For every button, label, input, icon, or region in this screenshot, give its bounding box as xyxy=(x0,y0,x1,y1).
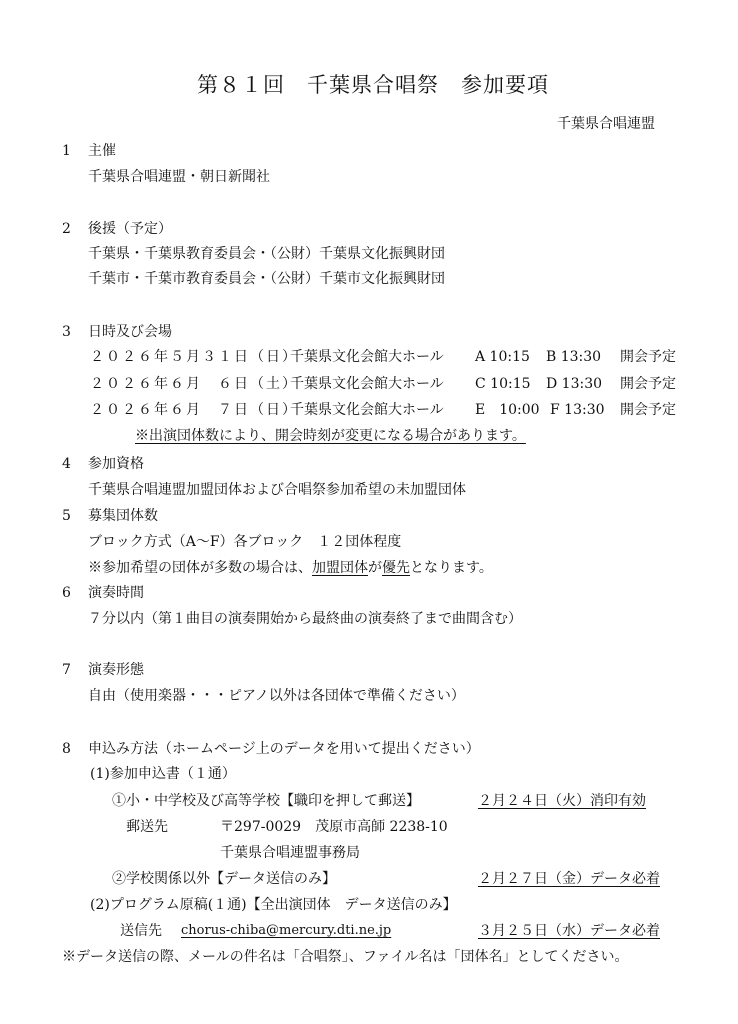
schedule-note: 開会予定 xyxy=(620,349,676,365)
section-2-line: 千葉県・千葉県教育委員会・（公財）千葉県文化振興財団 xyxy=(88,246,445,262)
section-2-heading: 後援（予定） xyxy=(88,221,172,237)
section-8-number: 8 xyxy=(62,741,71,757)
section-7-number: 7 xyxy=(62,662,71,678)
footer-note: ※データ送信の際、メールの件名は「合唱祭」、ファイル名は「団体名」としてください。 xyxy=(62,949,629,965)
section-3-number: 3 xyxy=(62,324,71,340)
section-5-line-2 xyxy=(88,561,493,575)
mail-label: 郵送先 xyxy=(126,819,168,835)
section-8-heading: 申込み方法（ホームページ上のデータを用いて提出ください） xyxy=(88,741,480,757)
email-address-link[interactable]: chorus-chiba@mercury.dti.ne.jp xyxy=(181,923,392,938)
application-form-subheading: (1)参加申込書（１通） xyxy=(90,766,236,782)
section-4-number: 4 xyxy=(62,456,71,472)
priority-note-mid: が xyxy=(368,560,382,576)
section-1-body: 千葉県合唱連盟・朝日新聞社 xyxy=(88,169,270,185)
section-7-heading: 演奏形態 xyxy=(88,662,144,678)
mail-office: 千葉県合唱連盟事務局 xyxy=(220,845,360,861)
section-4-body: 千葉県合唱連盟加盟団体および合唱祭参加希望の未加盟団体 xyxy=(88,482,466,498)
section-2-line: 千葉市・千葉市教育委員会・（公財）千葉市文化振興財団 xyxy=(88,271,445,287)
section-6-body: ７分以内（第１曲目の演奏開始から最終曲の演奏終了まで曲間含む） xyxy=(88,611,522,627)
section-4-heading: 参加資格 xyxy=(88,456,144,472)
schedule-time-2: B 13:30 xyxy=(546,349,602,365)
section-2-number: 2 xyxy=(62,221,71,237)
schedule-note: 開会予定 xyxy=(620,402,676,418)
schedule-time-1: C 10:15 xyxy=(475,376,531,392)
schedule-date: ２０２６年５月３１日（日） xyxy=(90,349,298,365)
section-5-heading: 募集団体数 xyxy=(88,508,158,524)
school-deadline: ２月２４日（火）消印有効 xyxy=(478,793,646,809)
schedule-venue: 千葉県文化会館大ホール xyxy=(290,349,444,365)
section-5-number: 5 xyxy=(62,508,71,524)
section-6-number: 6 xyxy=(62,585,71,601)
section-5-line-1: ブロック方式（A～F）各ブロック １２団体程度 xyxy=(88,534,402,550)
mail-address: 〒297-0029 茂原市高師 2238-10 xyxy=(220,819,448,835)
schedule-time-1: E 10:00 xyxy=(475,402,540,418)
section-3-heading: 日時及び会場 xyxy=(88,324,172,340)
schedule-date: ２０２６年６月 ７日（日） xyxy=(90,402,298,418)
email-deadline: ３月２５日（水）データ必着 xyxy=(478,923,660,939)
schedule-venue: 千葉県文化会館大ホール xyxy=(290,376,444,392)
priority-note-prefix: ※参加希望の団体が多数の場合は、 xyxy=(88,560,312,576)
non-school-deadline: ２月２７日（金）データ必着 xyxy=(478,871,660,887)
document-title: 第８１回 千葉県合唱祭 参加要項 xyxy=(197,73,549,97)
schedule-venue: 千葉県文化会館大ホール xyxy=(290,402,444,418)
non-school-submission-item: ②学校関係以外【データ送信のみ】 xyxy=(112,871,336,887)
send-label: 送信先 xyxy=(120,923,162,939)
priority-text: 優先 xyxy=(382,560,410,576)
schedule-time-1: A 10:15 xyxy=(475,349,530,365)
section-7-body: 自由（使用楽器・・・ピアノ以外は各団体で準備ください） xyxy=(88,688,465,704)
section-1-heading: 主催 xyxy=(88,143,116,159)
schedule-time-2: D 13:30 xyxy=(546,376,603,392)
schedule-notice: ※出演団体数により、開会時刻が変更になる場合があります。 xyxy=(135,428,526,444)
schedule-note: 開会予定 xyxy=(620,376,676,392)
schedule-time-2: F 13:30 xyxy=(550,402,605,418)
school-submission-item: ①小・中学校及び高等学校【職印を押して郵送】 xyxy=(112,793,420,809)
section-6-heading: 演奏時間 xyxy=(88,585,144,601)
priority-note-suffix: となります。 xyxy=(410,560,493,576)
program-manuscript-subheading: (2)プログラム原稿(１通)【全出演団体 データ送信のみ】 xyxy=(90,897,457,913)
section-1-number: 1 xyxy=(62,143,71,159)
schedule-date: ２０２６年６月 ６日（土） xyxy=(90,376,298,392)
organizer-name: 千葉県合唱連盟 xyxy=(557,116,655,132)
member-groups-text: 加盟団体 xyxy=(312,560,368,576)
